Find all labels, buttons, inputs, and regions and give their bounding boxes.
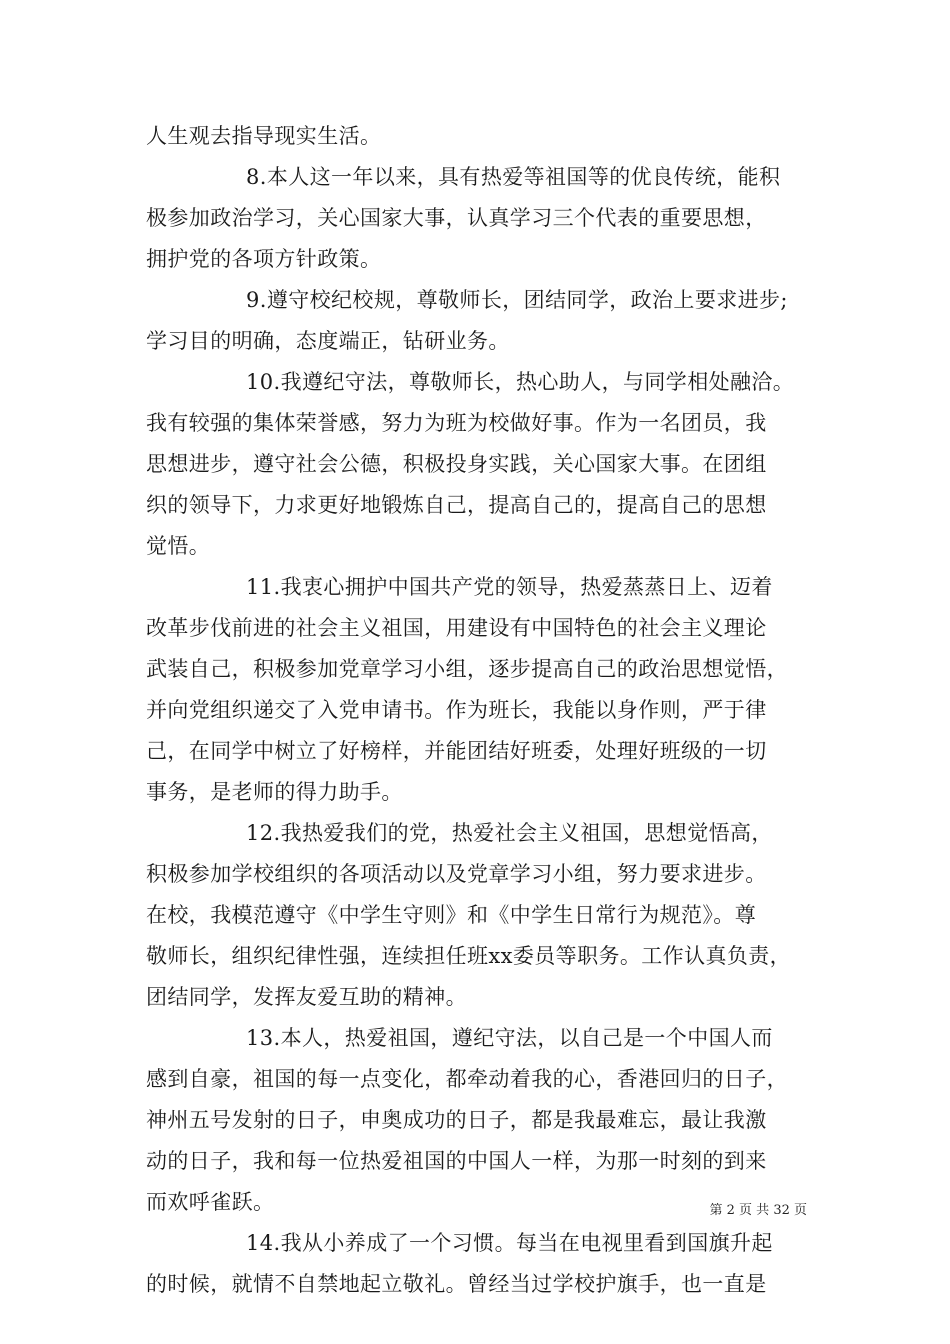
text-line: 在校，我模范遵守《中学生守则》和《中学生日常行为规范》。尊 bbox=[146, 903, 757, 927]
text-line: 神州五号发射的日子，申奥成功的日子，都是我最难忘，最让我激 bbox=[146, 1108, 767, 1132]
text-line: 人生观去指导现实生活。 bbox=[146, 124, 382, 148]
text-line: 的时候，就情不自禁地起立敬礼。曾经当过学校护旗手，也一直是 bbox=[146, 1272, 767, 1296]
text-line: 感到自豪，祖国的每一点变化，都牵动着我的心，香港回归的日子， bbox=[146, 1067, 788, 1091]
text-line: 9.遵守校纪校规，尊敬师长，团结同学，政治上要求进步; bbox=[246, 288, 788, 312]
text-line: 团结同学，发挥友爱互助的精神。 bbox=[146, 985, 467, 1009]
text-line: 敬师长，组织纪律性强，连续担任班xx委员等职务。工作认真负责， bbox=[146, 944, 792, 968]
text-line: 改革步伐前进的社会主义祖国，用建设有中国特色的社会主义理论 bbox=[146, 616, 767, 640]
text-line: 拥护党的各项方针政策。 bbox=[146, 247, 382, 271]
text-line: 并向党组织递交了入党申请书。作为班长，我能以身作则，严于律 bbox=[146, 698, 767, 722]
text-line: 学习目的明确，态度端正，钻研业务。 bbox=[146, 329, 510, 353]
text-line: 14.我从小养成了一个习惯。每当在电视里看到国旗升起 bbox=[246, 1231, 773, 1255]
text-line: 思想进步，遵守社会公德，积极投身实践，关心国家大事。在团组 bbox=[146, 452, 767, 476]
text-line: 织的领导下，力求更好地锻炼自己，提高自己的，提高自己的思想 bbox=[146, 493, 767, 517]
text-line: 事务，是老师的得力助手。 bbox=[146, 780, 403, 804]
text-line: 武装自己，积极参加党章学习小组，逐步提高自己的政治思想觉悟， bbox=[146, 657, 788, 681]
text-line: 极参加政治学习，关心国家大事，认真学习三个代表的重要思想， bbox=[146, 206, 767, 230]
document-body bbox=[146, 116, 810, 1305]
text-line: 13.本人，热爱祖国，遵纪守法，以自己是一个中国人而 bbox=[246, 1026, 773, 1050]
text-line: 8.本人这一年以来，具有热爱等祖国等的优良传统，能积 bbox=[246, 165, 781, 189]
text-line: 10.我遵纪守法，尊敬师长，热心助人，与同学相处融洽。 bbox=[246, 370, 795, 394]
text-line: 觉悟。 bbox=[146, 534, 211, 558]
page-number: 第 2 页 共 32 页 bbox=[709, 1203, 807, 1218]
text-line: 11.我衷心拥护中国共产党的领导，热爱蒸蒸日上、迈着 bbox=[246, 575, 773, 599]
text-line: 我有较强的集体荣誉感，努力为班为校做好事。作为一名团员，我 bbox=[146, 411, 767, 435]
text-line: 动的日子，我和每一位热爱祖国的中国人一样，为那一时刻的到来 bbox=[146, 1149, 767, 1173]
text-line: 己，在同学中树立了好榜样，并能团结好班委，处理好班级的一切 bbox=[146, 739, 767, 763]
text-line: 12.我热爱我们的党，热爱社会主义祖国，思想觉悟高， bbox=[246, 821, 773, 845]
text-line: 而欢呼雀跃。 bbox=[146, 1190, 275, 1214]
text-line: 积极参加学校组织的各项活动以及党章学习小组，努力要求进步。 bbox=[146, 862, 767, 886]
